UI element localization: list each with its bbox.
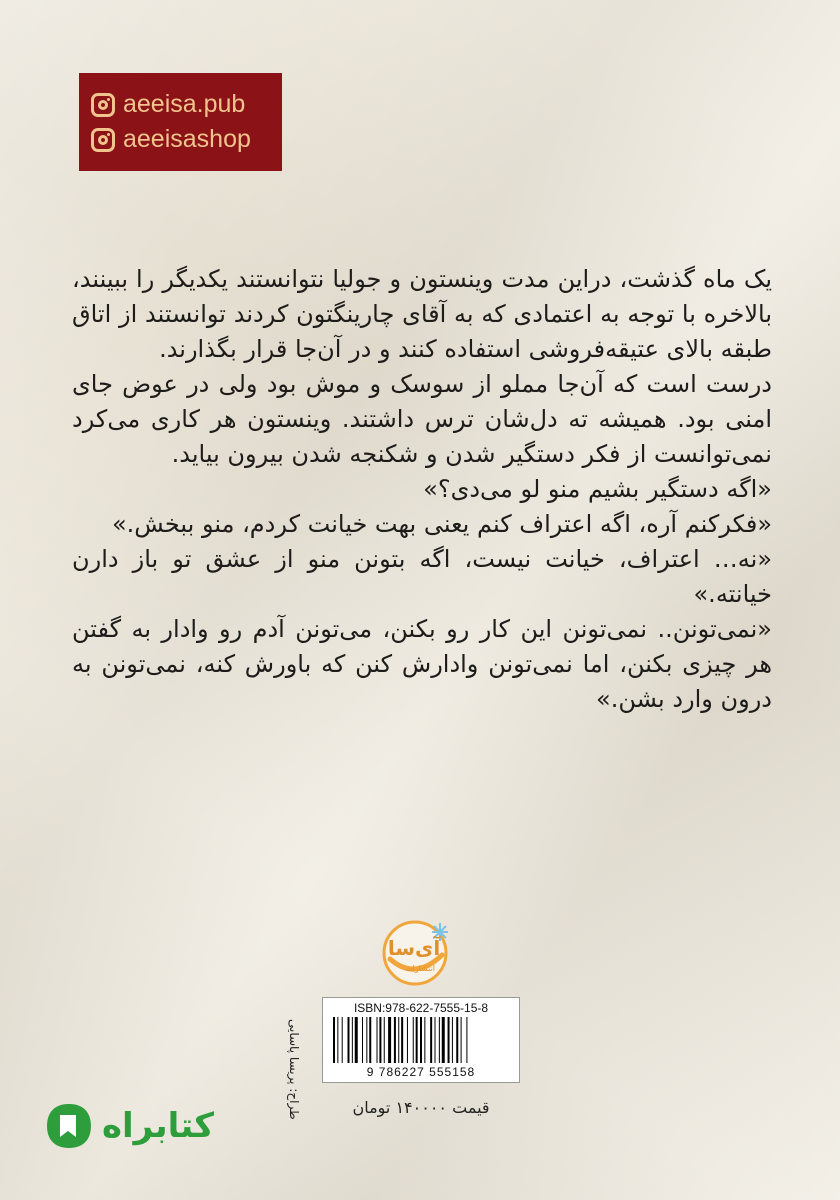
ketabrah-logo[interactable] — [44, 1096, 214, 1156]
ketabrah-label: کتابراه — [101, 1106, 214, 1146]
publisher-logo-subtitle: انتشارات — [404, 964, 436, 973]
publisher-logo-name: آی‌سا — [387, 936, 441, 960]
publisher-logo-graphic — [370, 915, 460, 987]
back-cover-blurb — [72, 262, 772, 717]
instagram-icon — [91, 93, 115, 117]
dialogue-line: «نمی‌تونن.. نمی‌تونن این کار رو بکنن، می‌تونن آدم رو وادار به گفتن هر چیزی بکنن، اما نمی‌تونن وادارش کنن که باورش کنه، نمی‌تونن به درون وارد بشن.» — [72, 615, 772, 713]
aeeisa-publisher-logo — [370, 915, 460, 987]
isbn-label: ISBN:978-622-7555-15-8 — [353, 1001, 489, 1015]
blurb-paragraph: درست است که آن‌جا مملو از سوسک و موش بود ولی در عوض جای امنی بود. همیشه ته دل‌شان ترس داشتند. وینستون هر کاری می‌کرد نمی‌توانست از فکر دستگیر شدن و شکنجه شدن بیرون بیاید. — [72, 370, 772, 468]
social-handle: aeeisa.pub — [123, 90, 246, 118]
instagram-icon — [91, 128, 115, 152]
designer-credit: طراح: پریسا پاسایی — [287, 1019, 301, 1120]
price-label: قیمت ۱۴۰۰۰۰ تومان — [352, 1098, 490, 1117]
dialogue-line: «اگه دستگیر بشیم منو لو می‌دی؟» — [423, 475, 772, 503]
blurb-paragraph: یک ماه گذشت، دراین مدت وینستون و جولیا نتوانستند یکدیگر را ببینند، بالاخره با توجه به اعتمادی که به آقای چارینگتون کردند توانستند از اتاق طبقه بالای عتیقه‌فروشی استفاده کنند و در آن‌جا قرار بگذارند. — [72, 265, 772, 363]
dialogue-line: «نه… اعتراف، خیانت نیست، اگه بتونن منو از عشق تو باز دارن خیانته.» — [72, 545, 772, 608]
barcode-digits: 9 786227 555158 — [366, 1065, 476, 1079]
social-account-row[interactable] — [91, 90, 282, 119]
isbn-barcode — [322, 997, 520, 1083]
dialogue-line: «فکرکنم آره، اگه اعتراف کنم یعنی بهت خیانت کردم، منو ببخش.» — [111, 510, 772, 538]
social-handle: aeeisashop — [123, 125, 251, 153]
barcode-bars — [333, 1017, 511, 1065]
social-account-row[interactable] — [91, 125, 282, 154]
social-accounts-box — [79, 73, 282, 171]
ketabrah-logo-icon — [44, 1101, 94, 1151]
